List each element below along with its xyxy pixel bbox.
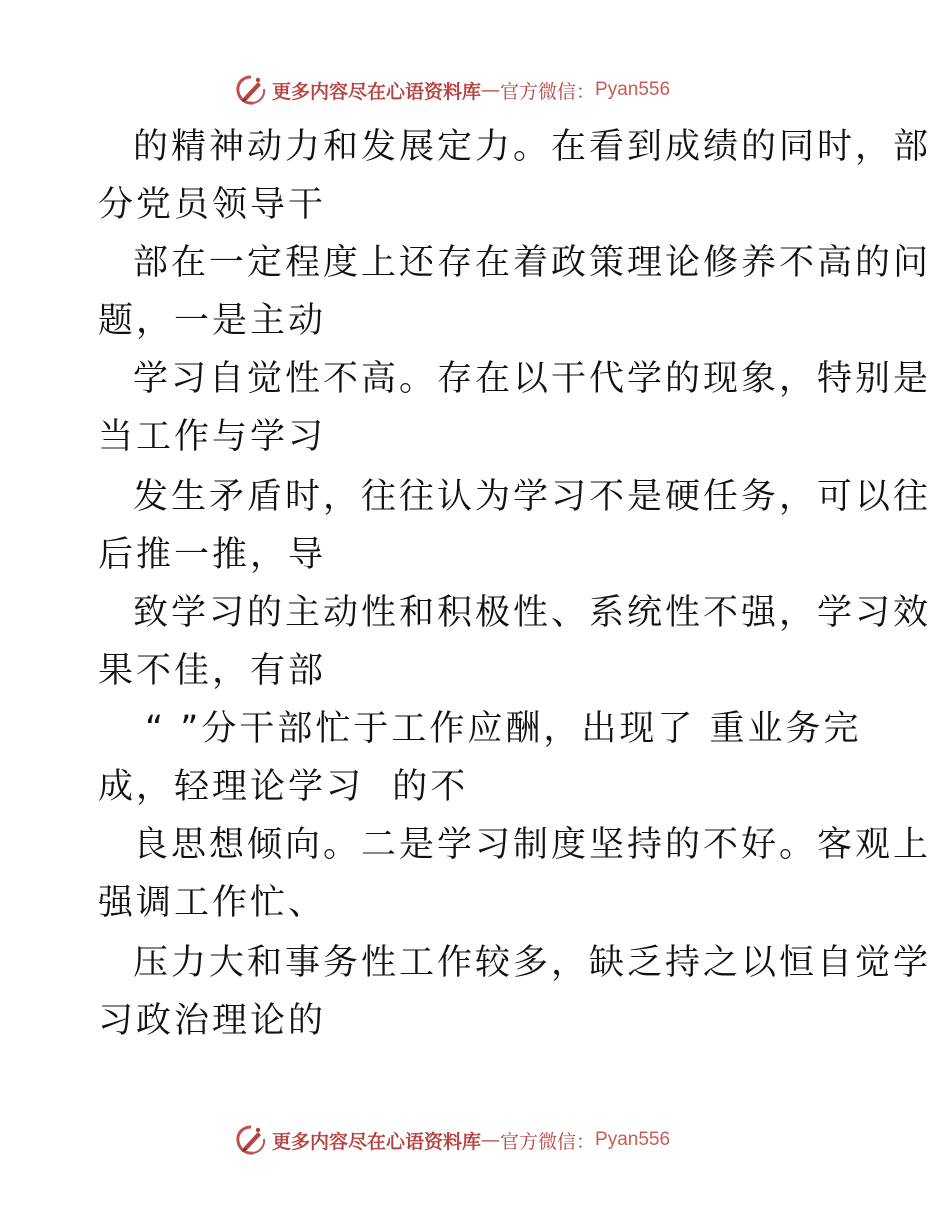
banner-wechat-id: Pyan556 — [595, 79, 671, 100]
text-line: 致学习的主动性和积极性、系统性不强，学习效 — [133, 593, 932, 633]
text-line: 的精神动力和发展定力。在看到成绩的同时，部 — [133, 127, 932, 167]
banner-wechat-label: 官方微信： — [500, 1130, 596, 1153]
text-line: 成，轻理论学习 的不 — [98, 767, 469, 807]
text-line: 压力大和事务性工作较多，缺乏持之以恒自觉学 — [133, 943, 932, 983]
text-line: 学习自觉性不高。存在以干代学的现象，特别是 — [133, 359, 932, 399]
banner-wechat-id: Pyan556 — [595, 1129, 671, 1150]
text-line: 良思想倾向。二是学习制度坚持的不好。客观上 — [133, 825, 932, 865]
red-pen-swirl-logo-icon — [234, 1123, 268, 1157]
text-line: 分党员领导干 — [98, 185, 327, 225]
header-banner — [0, 70, 950, 110]
banner-dash: — — [481, 1129, 501, 1151]
text-line: 果不佳，有部 — [98, 651, 327, 691]
text-line: 强调工作忙、 — [98, 883, 327, 923]
text-line: 部在一定程度上还存在着政策理论修养不高的问 — [133, 243, 932, 283]
text-line: 后推一推，导 — [98, 535, 327, 575]
text-line: 当工作与学习 — [98, 417, 327, 457]
banner-site-name: 更多内容尽在心语资料库 — [272, 80, 482, 103]
banner-site-name: 更多内容尽在心语资料库 — [272, 1130, 482, 1153]
text-line: 发生矛盾时，往往认为学习不是硬任务，可以往 — [133, 477, 932, 517]
red-pen-swirl-logo-icon — [234, 73, 268, 107]
text-line: “ ”分干部忙于工作应酬，出现了 重业务完 — [145, 709, 862, 749]
text-line: 题，一是主动 — [98, 301, 327, 341]
banner-dash: — — [481, 79, 501, 101]
banner-wechat-label: 官方微信： — [500, 80, 596, 103]
text-line: 习政治理论的 — [98, 1001, 327, 1041]
footer-banner — [0, 1120, 950, 1160]
